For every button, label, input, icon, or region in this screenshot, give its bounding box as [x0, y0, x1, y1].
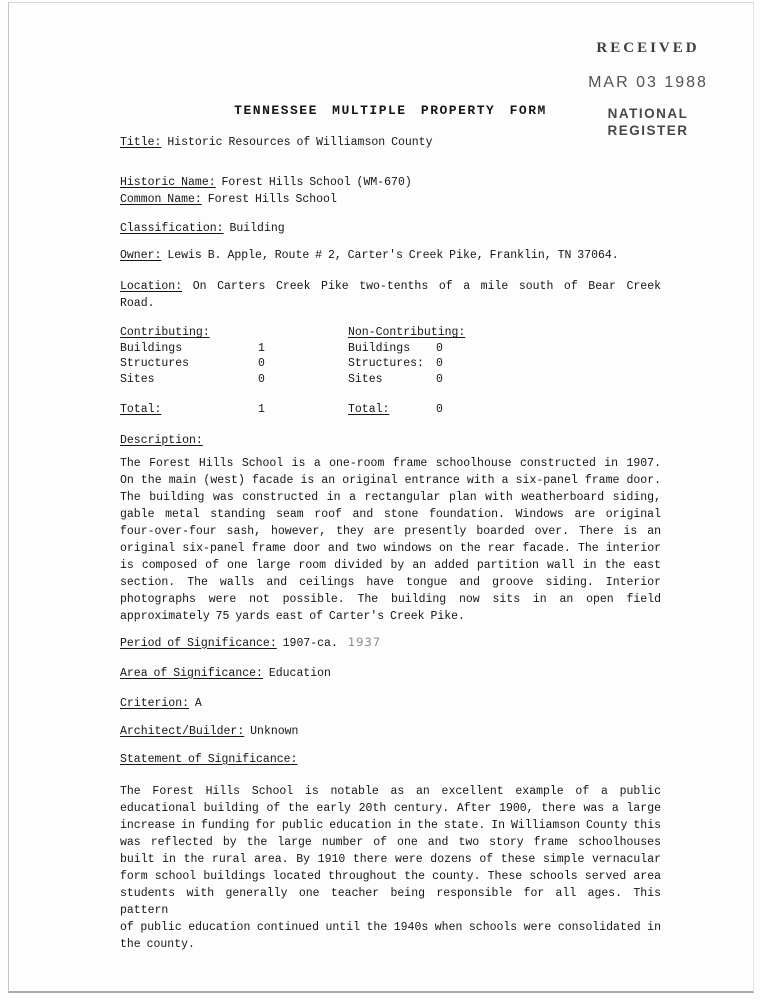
field-common-name: [120, 191, 661, 208]
non-contributing-column: [348, 325, 661, 418]
statement-line: was reflected by the large number of one and two story frame schoolhouses: [120, 835, 661, 849]
description-heading-label: Description:: [120, 433, 203, 447]
contributing-header-label: Contributing:: [120, 326, 210, 339]
field-location-line1: [120, 278, 661, 295]
non-contributing-header: [348, 325, 661, 341]
field-period-annotation: 1937: [347, 634, 382, 649]
count-label: Structures:: [348, 357, 424, 370]
contributing-column: [120, 325, 348, 418]
contributing-total-row: [120, 402, 348, 418]
count-label: Structures: [120, 357, 190, 370]
non-contributing-total-value: 0: [436, 403, 443, 416]
statement-line: The Forest Hills School is notable as an excellent example of a public: [120, 784, 661, 798]
field-common-name-label: Common Name:: [120, 193, 202, 206]
count-value: 0: [436, 341, 443, 355]
count-row: [120, 356, 348, 372]
field-historic-name: [120, 174, 661, 191]
field-period-of-significance: [120, 634, 661, 652]
field-classification: [120, 220, 661, 237]
count-value: 0: [436, 372, 443, 386]
field-title-label: Title:: [120, 136, 162, 149]
statement-line: form school buildings located throughout the county. These schools served area: [120, 869, 661, 883]
field-architect-label: Architect/Builder:: [120, 724, 245, 738]
field-period-value: 1907-ca.: [282, 636, 338, 650]
non-contributing-total-label: [348, 402, 436, 418]
description-line: photographs were not possible. The building now sits in an open field: [120, 592, 661, 606]
count-row: [120, 372, 348, 388]
count-row: [348, 372, 661, 388]
statement-line: educational building of the early 20th century. After 1900, there was a large: [120, 801, 661, 815]
description-line: gable metal standing seam roof and stone foundation. Windows are original: [120, 507, 661, 521]
contributing-rows: [120, 341, 348, 388]
field-location-label: Location:: [120, 280, 183, 293]
count-value: 0: [258, 372, 265, 386]
count-label: Buildings: [348, 341, 411, 355]
national-register-stamp-line1: NATIONAL: [607, 106, 689, 121]
description-line: original six-panel frame door and two windows on the rear facade. The interior: [120, 541, 661, 555]
field-criterion-label: Criterion:: [120, 696, 190, 710]
description-line: four-over-four sash, however, they are presently boarded over. There is an: [120, 524, 661, 538]
non-contributing-total-row: [348, 402, 661, 418]
field-criterion-value: A: [194, 696, 202, 710]
contributing-total-value: 1: [258, 403, 265, 416]
description-line: The Forest Hills School is a one-room frame schoolhouse constructed in 1907.: [120, 456, 661, 470]
field-area-of-significance: [120, 665, 661, 682]
field-architect-value: Unknown: [250, 724, 299, 738]
count-label: Sites: [120, 372, 155, 386]
contributing-total-label: [120, 402, 258, 418]
statement-line: increase in funding for public education in the state. In Williamson County this: [120, 818, 661, 832]
non-contributing-rows: [348, 341, 661, 388]
count-row: [348, 356, 661, 372]
non-contributing-total-label-text: Total:: [348, 403, 390, 416]
field-historic-name-value: Forest Hills School (WM-670): [221, 176, 412, 189]
field-period-label: Period of Significance:: [120, 636, 277, 650]
description-paragraph: [120, 455, 661, 625]
count-row: [120, 341, 348, 357]
count-value: 1: [258, 341, 265, 355]
count-value: 0: [436, 357, 443, 370]
description-heading: [120, 432, 661, 449]
field-area-label: Area of Significance:: [120, 666, 263, 680]
count-value: 0: [258, 357, 265, 370]
description-line: On the main (west) facade is an original entrance with a six-panel frame door.: [120, 473, 661, 487]
received-stamp-date: MAR 03 1988: [588, 74, 708, 91]
field-area-value: Education: [268, 666, 331, 680]
resource-count-table: [120, 325, 661, 418]
description-line: approximately 75 yards east of Carter's Creek Pike.: [120, 609, 465, 623]
field-architect-builder: [120, 723, 661, 740]
received-stamp-text: RECEIVED: [596, 40, 700, 56]
field-location: [120, 278, 661, 312]
count-label: Buildings: [120, 341, 183, 355]
description-line: section. The walls and ceilings have tongue and groove siding. Interior: [120, 575, 661, 589]
field-title: [120, 134, 661, 151]
statement-line: of public education continued until the 1940s when schools were consolidated in: [120, 920, 661, 934]
form-title: TENNESSEE MULTIPLE PROPERTY FORM: [234, 103, 547, 118]
field-owner-value: Lewis B. Apple, Route # 2, Carter's Creek Pike, Franklin, TN 37064.: [167, 249, 619, 262]
contributing-header: [120, 325, 348, 341]
field-owner: [120, 247, 661, 264]
form-body: [120, 102, 661, 962]
contributing-total-label-text: Total:: [120, 403, 162, 416]
field-classification-value: Building: [229, 222, 285, 235]
statement-heading-label: Statement of Significance:: [120, 752, 298, 766]
statement-line: the county.: [120, 937, 195, 951]
field-location-value: On Carters Creek Pike two-tenths of a mile south of Bear Creek: [192, 280, 661, 293]
count-label: Sites: [348, 372, 383, 386]
field-location-line2: Road.: [120, 297, 155, 310]
field-classification-label: Classification:: [120, 222, 224, 235]
field-historic-name-label: Historic Name:: [120, 176, 216, 189]
count-row: [348, 341, 661, 357]
statement-line: students with generally one teacher being responsible for all ages. This pattern: [120, 886, 661, 917]
statement-paragraph: [120, 783, 661, 953]
description-line: The building was constructed in a rectangular plan with weatherboard siding,: [120, 490, 661, 504]
field-common-name-value: Forest Hills School: [207, 193, 337, 206]
description-line: is composed of one large room divided by an added partition wall in the east: [120, 558, 661, 572]
field-criterion: [120, 695, 661, 712]
non-contributing-header-label: Non-Contributing:: [348, 326, 466, 339]
statement-heading: [120, 751, 661, 768]
field-owner-label: Owner:: [120, 249, 162, 262]
field-title-value: Historic Resources of Williamson County: [167, 136, 433, 149]
statement-line: built in the rural area. By 1910 there were dozens of these simple vernacular: [120, 852, 661, 866]
national-register-stamp-line2: REGISTER: [607, 123, 689, 138]
